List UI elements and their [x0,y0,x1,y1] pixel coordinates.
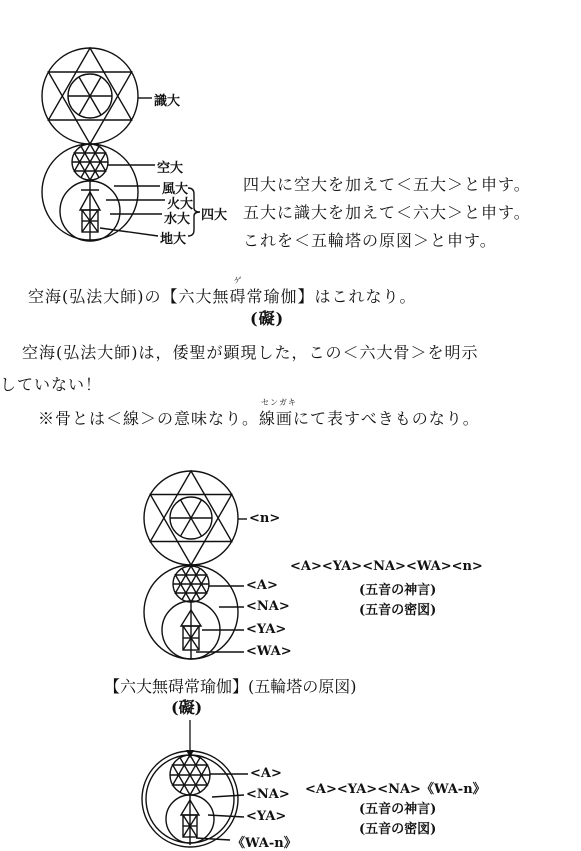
label-n: <n> [249,511,281,526]
label3-ya: <YA> [246,809,287,824]
fig2-side-2: (五音の神言) [359,583,437,598]
label-ya: <YA> [246,622,287,637]
fig1-line-3: これを＜五輪塔の原図＞と申す。 [243,231,497,250]
label3-wan: 《WA-n》 [232,836,297,851]
fig2-side-3: (五音の密図) [359,603,437,618]
label-shidai: 四大 [201,208,228,223]
label-ku: 空大 [157,161,184,176]
label-ka: 火大 [167,197,194,212]
fig3-side-2: (五音の神言) [359,802,437,817]
p1-kanji: 碍 [229,287,247,306]
label3-na: <NA> [246,787,290,802]
label-chi: 地大 [160,232,187,247]
paragraph-2-line-2: していない！ [0,375,103,394]
fig3-side-1: <A><YA><NA>《WA-n》 [305,782,486,797]
fig2-caption-sub: (礙) [171,698,203,717]
fig1-line-2: 五大に識大を加えて＜六大＞と申す。 [243,203,531,222]
fig2-side-1: <A><YA><NA><WA><n> [290,559,483,574]
p3-pre: ※骨とは＜線＞の意味なり。 [38,409,260,428]
label-fu: 風大 [162,182,189,197]
label-sui: 水大 [164,212,191,227]
paragraph-1-sub: (礙) [250,309,285,328]
fig2-caption: 【六大無碍常瑜伽】(五輪塔の原図) [104,677,357,696]
label-a: <A> [246,578,278,593]
p1-pre: 空海(弘法大師)の【六大無 [28,287,230,306]
p1-ruby: ゲ [233,276,243,285]
fig1-line-1: 四大に空大を加えて＜五大＞と申す。 [243,175,531,194]
label-shiki: 識大 [154,94,181,109]
label3-a: <A> [250,766,282,781]
paragraph-2-line-1: 空海(弘法大師)は，倭聖が顕現した，この＜六大骨＞を明示 [22,343,479,362]
label-wa: <WA> [246,644,292,659]
label-na: <NA> [246,599,290,614]
p3-ruby: センガキ [261,398,298,407]
fig3-side-3: (五音の密図) [359,822,437,837]
p3-post: にて表すべきものなり。 [293,409,480,428]
p3-kanji: 線画 [259,409,294,428]
p1-post: 常瑜伽】はこれなり。 [246,287,417,306]
